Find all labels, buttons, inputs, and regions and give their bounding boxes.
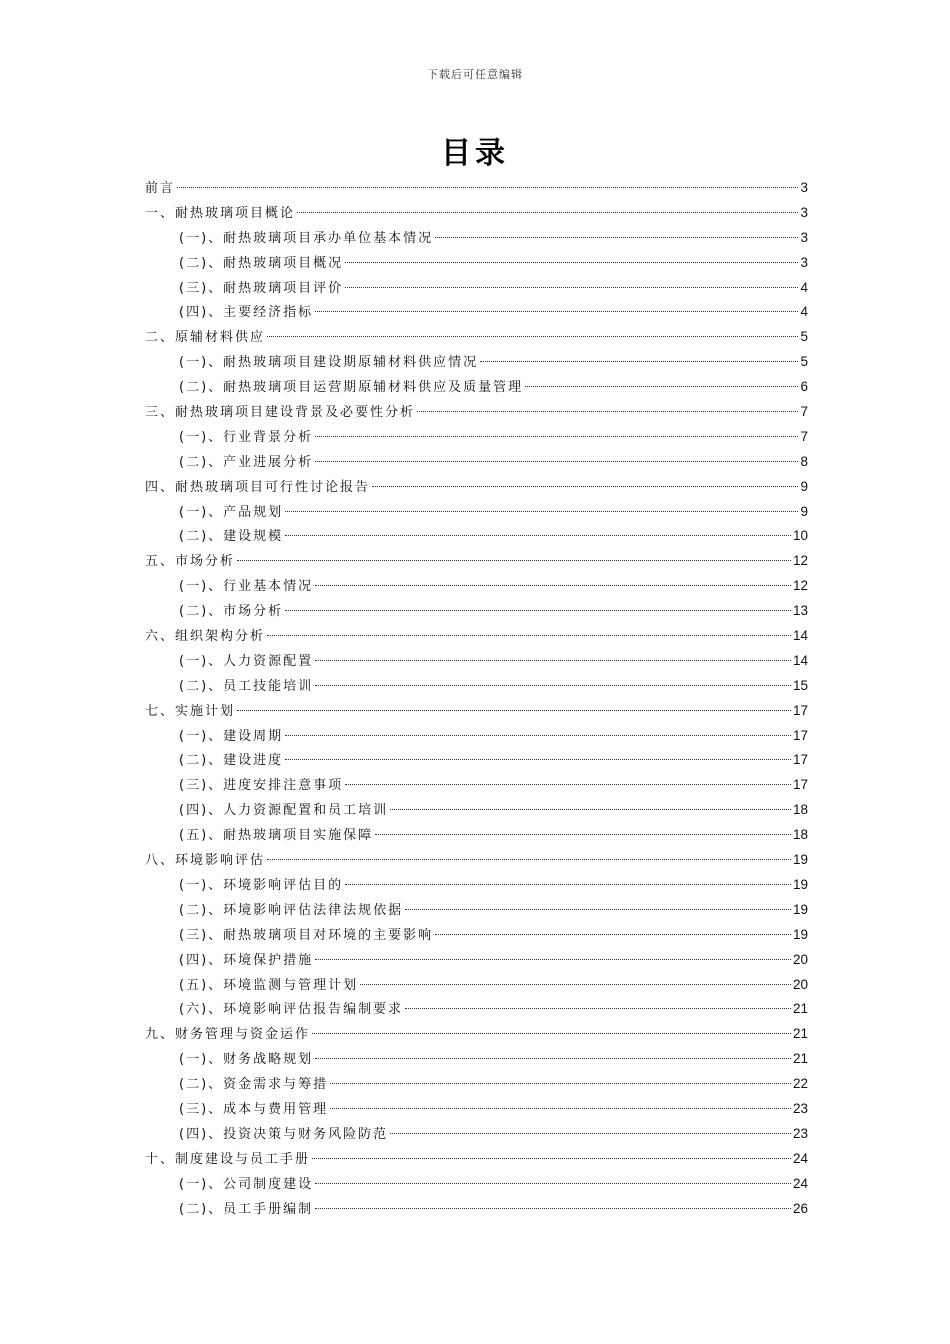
toc-entry-title: (二)、员工技能培训 xyxy=(179,678,314,694)
toc-dot-leader xyxy=(345,883,791,885)
toc-dot-leader xyxy=(237,709,791,711)
toc-dot-leader xyxy=(375,833,791,835)
toc-page-number: 4 xyxy=(800,304,808,320)
toc-entry-title: (五)、耐热玻璃项目实施保障 xyxy=(179,828,374,844)
toc-dot-leader xyxy=(315,1057,791,1059)
toc-entry-title: (二)、资金需求与筹措 xyxy=(179,1077,329,1093)
toc-dot-leader xyxy=(312,1157,791,1159)
toc-subentry[interactable] xyxy=(145,1122,808,1147)
toc-dot-leader xyxy=(267,335,798,337)
toc-entry-title: (二)、耐热玻璃项目概况 xyxy=(179,255,344,271)
toc-dot-leader xyxy=(315,435,798,437)
toc-page-number: 21 xyxy=(792,1051,808,1067)
header-note: 下载后可任意编辑 xyxy=(427,68,523,81)
toc-page-number: 18 xyxy=(792,802,808,818)
toc-page-number: 19 xyxy=(792,876,808,892)
toc-entry-title: (二)、建设规模 xyxy=(179,529,284,545)
toc-entry[interactable] xyxy=(145,176,808,201)
toc-page-number: 3 xyxy=(800,229,808,245)
toc-entry-title: 四、耐热玻璃项目可行性讨论报告 xyxy=(145,479,371,495)
toc-subentry[interactable] xyxy=(145,524,808,549)
toc-entry-title: 九、财务管理与资金运作 xyxy=(145,1027,311,1043)
toc-subentry[interactable] xyxy=(145,649,808,674)
toc-dot-leader xyxy=(345,261,798,263)
toc-entry-title: (一)、建设周期 xyxy=(179,728,284,744)
toc-page-number: 6 xyxy=(800,379,808,395)
toc-subentry[interactable] xyxy=(145,773,808,798)
toc-entry-title: (五)、环境监测与管理计划 xyxy=(179,977,359,993)
toc-entry[interactable] xyxy=(145,325,808,350)
toc-subentry[interactable] xyxy=(145,748,808,773)
toc-page-number: 13 xyxy=(792,603,808,619)
toc-page-number: 17 xyxy=(792,752,808,768)
toc-dot-leader xyxy=(315,1207,791,1209)
toc-dot-leader xyxy=(267,634,791,636)
toc-subentry[interactable] xyxy=(145,674,808,699)
toc-subentry[interactable] xyxy=(145,873,808,898)
toc-entry[interactable] xyxy=(145,400,808,425)
toc-entry-title: (三)、耐热玻璃项目对环境的主要影响 xyxy=(179,927,434,943)
toc-subentry[interactable] xyxy=(145,574,808,599)
toc-subentry[interactable] xyxy=(145,251,808,276)
toc-page-number: 14 xyxy=(792,628,808,644)
toc-entry-title: (四)、人力资源配置和员工培训 xyxy=(179,803,389,819)
toc-page-number: 3 xyxy=(800,254,808,270)
toc-subentry[interactable] xyxy=(145,350,808,375)
toc-dot-leader xyxy=(435,933,791,935)
toc-dot-leader xyxy=(285,609,791,611)
toc-page-number: 14 xyxy=(792,652,808,668)
toc-entry-title: (二)、建设进度 xyxy=(179,753,284,769)
toc-subentry[interactable] xyxy=(145,425,808,450)
toc-dot-leader xyxy=(315,584,791,586)
toc-page-number: 15 xyxy=(792,677,808,693)
toc-subentry[interactable] xyxy=(145,1172,808,1197)
toc-entry-title: (二)、产业进展分析 xyxy=(179,454,314,470)
toc-subentry[interactable] xyxy=(145,226,808,251)
toc-page-number: 24 xyxy=(792,1150,808,1166)
toc-dot-leader xyxy=(405,1007,791,1009)
toc-dot-leader xyxy=(390,1132,791,1134)
toc-entry-title: (一)、财务战略规划 xyxy=(179,1052,314,1068)
toc-dot-leader xyxy=(285,534,791,536)
toc-entry-title: (一)、环境影响评估目的 xyxy=(179,877,344,893)
toc-dot-leader xyxy=(312,1032,791,1034)
toc-dot-leader xyxy=(285,510,798,512)
page-title: 目录 xyxy=(441,136,509,171)
toc-entry-title: (一)、人力资源配置 xyxy=(179,653,314,669)
toc-page-number: 22 xyxy=(792,1076,808,1092)
toc-page-number: 23 xyxy=(792,1100,808,1116)
toc-entry[interactable] xyxy=(145,624,808,649)
toc-entry-title: 一、耐热玻璃项目概论 xyxy=(145,205,296,221)
toc-page-number: 9 xyxy=(800,503,808,519)
toc-entry-title: (四)、投资决策与财务风险防范 xyxy=(179,1126,389,1142)
toc-page-number: 19 xyxy=(792,901,808,917)
toc-entry-title: (二)、环境影响评估法律法规依据 xyxy=(179,902,404,918)
toc-dot-leader xyxy=(267,858,791,860)
toc-dot-leader xyxy=(435,236,798,238)
toc-entry-title: (一)、行业背景分析 xyxy=(179,429,314,445)
toc-page-number: 8 xyxy=(800,453,808,469)
toc-subentry[interactable] xyxy=(145,1047,808,1072)
toc-entry-title: (二)、耐热玻璃项目运营期原辅材料供应及质量管理 xyxy=(179,380,524,396)
toc-page-number: 19 xyxy=(792,852,808,868)
toc-page-number: 4 xyxy=(800,279,808,295)
toc-subentry[interactable] xyxy=(145,898,808,923)
toc-dot-leader xyxy=(315,460,798,462)
toc-page-number: 23 xyxy=(792,1125,808,1141)
toc-dot-leader xyxy=(345,286,798,288)
toc-subentry[interactable] xyxy=(145,823,808,848)
toc-page-number: 18 xyxy=(792,827,808,843)
toc-page-number: 24 xyxy=(792,1175,808,1191)
toc-page-number: 26 xyxy=(792,1200,808,1216)
toc-entry[interactable] xyxy=(145,848,808,873)
toc-entry[interactable] xyxy=(145,201,808,226)
toc-page-number: 10 xyxy=(792,528,808,544)
toc-entry-title: (一)、行业基本情况 xyxy=(179,579,314,595)
toc-dot-leader xyxy=(345,783,791,785)
table-of-contents xyxy=(145,176,808,1221)
toc-entry-title: (六)、环境影响评估报告编制要求 xyxy=(179,1002,404,1018)
toc-subentry[interactable] xyxy=(145,500,808,525)
toc-entry[interactable] xyxy=(145,699,808,724)
toc-dot-leader xyxy=(177,186,798,188)
toc-dot-leader xyxy=(405,908,791,910)
toc-entry-title: 七、实施计划 xyxy=(145,703,236,719)
toc-dot-leader xyxy=(525,385,798,387)
toc-subentry[interactable] xyxy=(145,276,808,301)
toc-dot-leader xyxy=(285,758,791,760)
toc-subentry[interactable] xyxy=(145,300,808,325)
toc-dot-leader xyxy=(315,1182,791,1184)
toc-dot-leader xyxy=(315,659,791,661)
toc-dot-leader xyxy=(480,360,798,362)
toc-entry-title: (三)、进度安排注意事项 xyxy=(179,778,344,794)
toc-entry-title: 前言 xyxy=(145,181,176,196)
toc-entry[interactable] xyxy=(145,1022,808,1047)
toc-entry-title: (一)、耐热玻璃项目承办单位基本情况 xyxy=(179,230,434,246)
toc-entry-title: (三)、耐热玻璃项目评价 xyxy=(179,280,344,296)
toc-dot-leader xyxy=(297,211,798,213)
toc-entry-title: 二、原辅材料供应 xyxy=(145,330,266,346)
toc-entry-title: 五、市场分析 xyxy=(145,554,236,570)
toc-page-number: 17 xyxy=(792,777,808,793)
toc-dot-leader xyxy=(285,734,791,736)
toc-subentry[interactable] xyxy=(145,1072,808,1097)
toc-entry[interactable] xyxy=(145,549,808,574)
toc-subentry[interactable] xyxy=(145,1097,808,1122)
toc-entry-title: (一)、公司制度建设 xyxy=(179,1176,314,1192)
toc-entry-title: 三、耐热玻璃项目建设背景及必要性分析 xyxy=(145,405,416,421)
toc-dot-leader xyxy=(315,684,791,686)
toc-dot-leader xyxy=(330,1082,791,1084)
toc-page-number: 5 xyxy=(800,329,808,345)
toc-dot-leader xyxy=(372,485,798,487)
toc-page-number: 17 xyxy=(792,727,808,743)
toc-entry-title: (一)、产品规划 xyxy=(179,504,284,520)
toc-page-number: 3 xyxy=(800,180,808,195)
toc-entry-title: 八、环境影响评估 xyxy=(145,853,266,869)
toc-page-number: 19 xyxy=(792,926,808,942)
toc-subentry[interactable] xyxy=(145,973,808,998)
toc-page-number: 3 xyxy=(800,204,808,220)
toc-page-number: 9 xyxy=(800,478,808,494)
toc-dot-leader xyxy=(237,559,791,561)
toc-page-number: 5 xyxy=(800,354,808,370)
toc-entry-title: (二)、员工手册编制 xyxy=(179,1201,314,1217)
toc-page-number: 7 xyxy=(800,404,808,420)
toc-entry-title: (四)、主要经济指标 xyxy=(179,305,314,321)
toc-entry-title: 六、组织架构分析 xyxy=(145,629,266,645)
toc-page-number: 12 xyxy=(792,578,808,594)
toc-entry[interactable] xyxy=(145,475,808,500)
toc-entry-title: (三)、成本与费用管理 xyxy=(179,1101,329,1117)
toc-subentry[interactable] xyxy=(145,724,808,749)
toc-subentry[interactable] xyxy=(145,923,808,948)
toc-dot-leader xyxy=(390,808,791,810)
toc-subentry[interactable] xyxy=(145,948,808,973)
toc-page-number: 12 xyxy=(792,553,808,569)
toc-page-number: 20 xyxy=(792,976,808,992)
toc-dot-leader xyxy=(315,958,791,960)
toc-subentry[interactable] xyxy=(145,1197,808,1222)
toc-page-number: 20 xyxy=(792,951,808,967)
toc-dot-leader xyxy=(315,310,798,312)
toc-dot-leader xyxy=(417,410,798,412)
toc-entry[interactable] xyxy=(145,1147,808,1172)
toc-page-number: 17 xyxy=(792,702,808,718)
toc-dot-leader xyxy=(330,1107,791,1109)
toc-page-number: 21 xyxy=(792,1026,808,1042)
toc-dot-leader xyxy=(360,983,791,985)
toc-entry-title: (一)、耐热玻璃项目建设期原辅材料供应情况 xyxy=(179,355,479,371)
toc-subentry[interactable] xyxy=(145,375,808,400)
toc-subentry[interactable] xyxy=(145,997,808,1022)
toc-subentry[interactable] xyxy=(145,450,808,475)
toc-entry-title: (四)、环境保护措施 xyxy=(179,952,314,968)
toc-page-number: 7 xyxy=(800,428,808,444)
toc-entry-title: (二)、市场分析 xyxy=(179,604,284,620)
toc-subentry[interactable] xyxy=(145,599,808,624)
toc-entry-title: 十、制度建设与员工手册 xyxy=(145,1151,311,1167)
toc-page-number: 21 xyxy=(792,1001,808,1017)
toc-subentry[interactable] xyxy=(145,798,808,823)
